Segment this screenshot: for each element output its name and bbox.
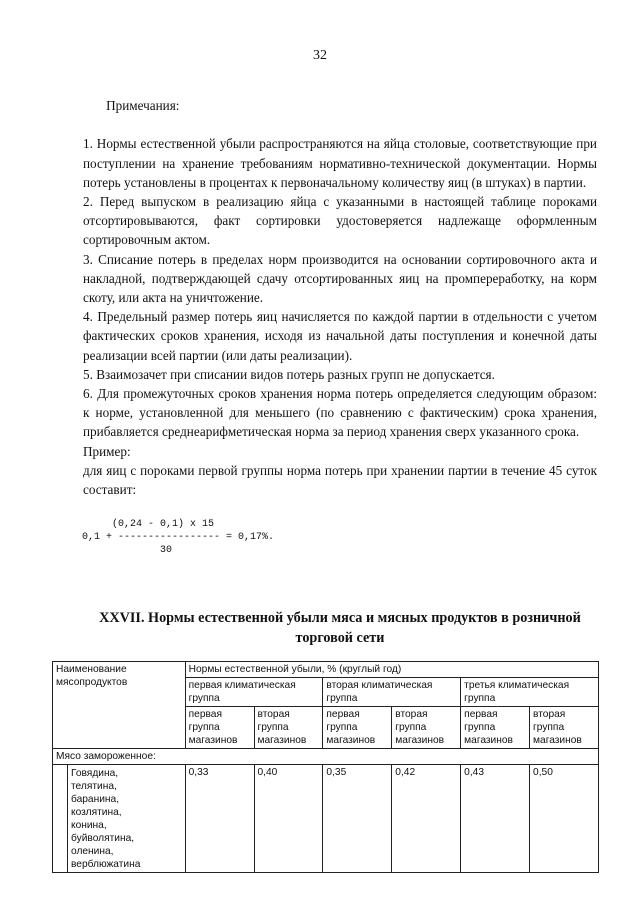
product-name: верблюжатина <box>71 859 141 870</box>
value-cell: 0,43 <box>461 765 530 873</box>
value-cell: 0,50 <box>530 765 599 873</box>
product-name: козлятина, <box>71 807 122 818</box>
formula-line: (0,24 - 0,1) x 15 <box>82 519 215 530</box>
store-group-header: вторая группа магазинов <box>392 707 461 749</box>
product-list <box>67 765 185 872</box>
notes-heading: Примечания: <box>106 98 180 113</box>
value-cell: 0,42 <box>392 765 461 873</box>
store-group-header: первая группа магазинов <box>185 707 254 749</box>
store-group-header: первая группа магазинов <box>323 707 392 749</box>
product-name: Говядина, <box>71 768 119 779</box>
store-group-header: вторая группа магазинов <box>254 707 323 749</box>
store-group-header: вторая группа магазинов <box>530 707 599 749</box>
note-item: 5. Взаимозачет при списании видов потерь разных групп не допускается. <box>83 366 495 382</box>
value-cell: 0,35 <box>323 765 392 873</box>
table-row <box>53 765 599 873</box>
note-item: 3. Списание потерь в пределах норм производится на основании сортировочного акта и накладной, подтверждающей сдачу отсортированных яиц на промпереработку, на корм скоту, или акта на уничтожение. <box>83 251 597 306</box>
product-name: телятина, <box>71 781 117 792</box>
climate-group-header: первая климатическая группа <box>185 678 323 707</box>
note-item: 4. Предельный размер потерь яиц начисляется по каждой партии в отдельности с учетом фактических сроков хранения, исходя из начальной даты поступления и конечной даты реализации всей партии (или даты реализации). <box>83 309 597 363</box>
store-group-header: первая группа магазинов <box>461 707 530 749</box>
product-cell <box>53 765 186 873</box>
value-cell: 0,33 <box>185 765 254 873</box>
product-name: оленина, <box>71 846 114 857</box>
norms-header: Нормы естественной убыли, % (круглый год) <box>185 662 598 678</box>
climate-group-header: вторая климатическая группа <box>323 678 461 707</box>
product-name: баранина, <box>71 794 120 805</box>
norms-table <box>52 661 599 873</box>
notes-section <box>83 96 597 499</box>
note-item: 1. Нормы естественной убыли распространяются на яйца столовые, соответствующие при поступлении на хранение требованиям нормативно-технической документации. Нормы потерь установлены в процентах к первоначальному количеству яиц (в штуках) в партии. <box>83 136 597 190</box>
formula-line: 0,1 + ----------------- = 0,17%. <box>82 532 275 543</box>
product-name: буйволятина, <box>71 833 135 844</box>
product-name: конина, <box>71 820 107 831</box>
formula-line: 30 <box>82 545 173 556</box>
name-header: Наименование мясопродуктов <box>53 662 186 749</box>
note-item: 2. Перед выпуском в реализацию яйца с указанными в настоящей таблице пороками отсортировываются, факт сортировки удостоверяется надлежаще оформленным сортировочным актом. <box>83 194 597 248</box>
value-cell: 0,40 <box>254 765 323 873</box>
climate-group-header: третья климатическая группа <box>461 678 599 707</box>
page-number: 32 <box>313 48 327 63</box>
example-heading: Пример: <box>83 443 131 459</box>
note-item: 6. Для промежуточных сроков хранения норма потерь определяется следующим образом: к норме, установленной для меньшего (по сравнению с фактическим) срока хранения, прибавляется среднеарифметическая норма за период хранения сверх указанного срока. <box>83 386 597 440</box>
section-title: XXVII. Нормы естественной убыли мяса и мясных продуктов в розничной торговой сети <box>99 610 581 646</box>
formula <box>82 518 274 557</box>
category-row: Мясо замороженное: <box>53 749 599 765</box>
example-text: для яиц с пороками первой группы норма потерь при хранении партии в течение 45 суток составит: <box>83 462 597 498</box>
